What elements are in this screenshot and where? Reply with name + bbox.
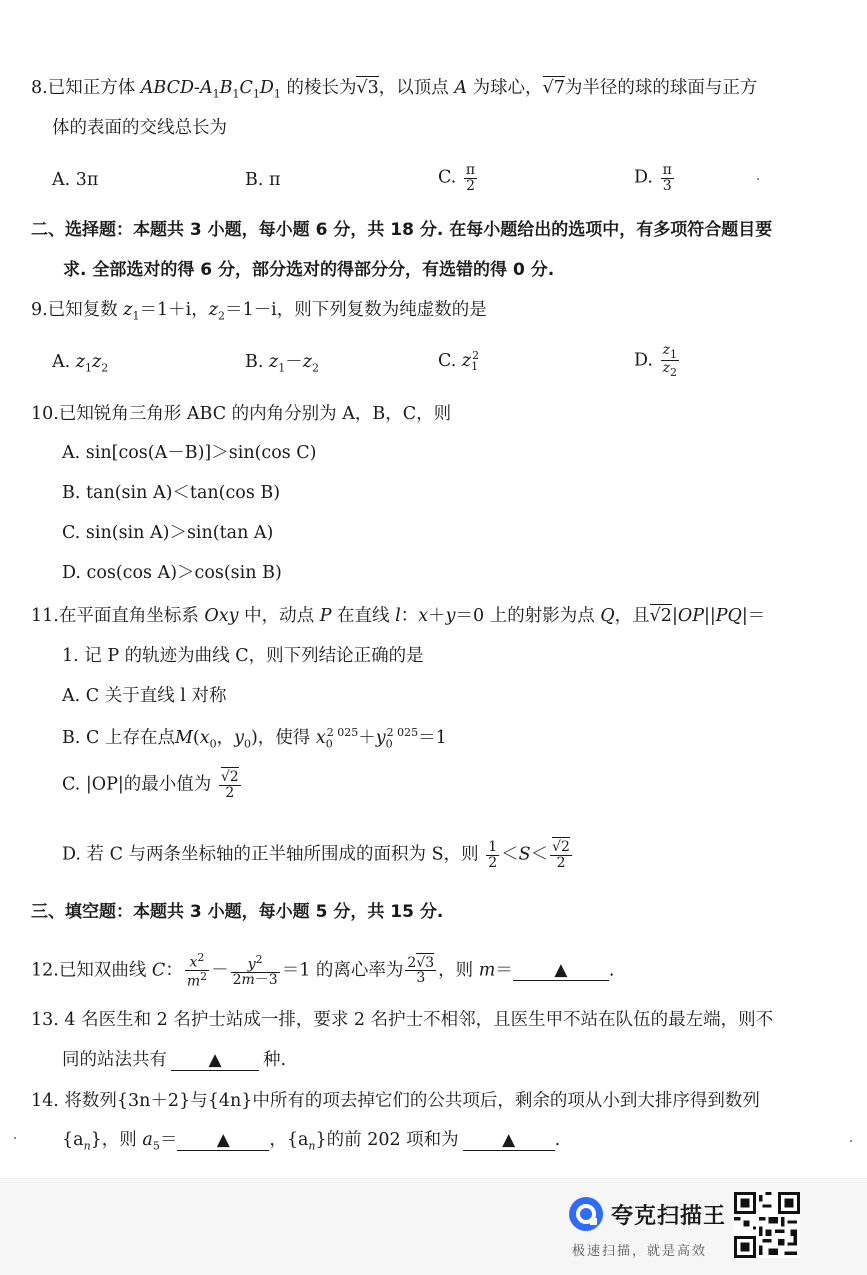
q8-line1: 8.已知正方体 ABCD-$A_1B_1C_1D_1$ 的棱长为√3，以顶点 A 为球心，√7为半径的球的球面与正方 — [31, 78, 758, 101]
triangle-marker-icon: ▲ — [502, 1130, 516, 1150]
q10-option-d: D. cos(cos A)＞cos(sin B) — [62, 563, 282, 583]
q8-option-c — [438, 163, 479, 193]
q8-text-e: 为半径的球的球面与正方 — [564, 78, 758, 98]
qr-code — [734, 1192, 800, 1258]
q12-fraction-x: $\frac{x^2}{m^2}$ — [186, 951, 208, 990]
q9-stem: 9.已知复数 $z_1=1+i$，$z_2=1-i$，则下列复数为纯虚数的是 — [31, 300, 487, 323]
q11-option-a: A. C 关于直线 l 对称 — [62, 686, 227, 706]
q8-option-c-fraction: $\frac{\pi}{2}$ — [465, 162, 476, 194]
q11-option-b-text-a: B. C 上存在点 — [62, 727, 175, 748]
q14-text-a: {a — [62, 1130, 84, 1150]
q8-text-a: 8.已知正方体 — [31, 78, 136, 98]
q11-option-d-fraction-1: $\frac{1}{2}$ — [488, 839, 498, 871]
triangle-marker-icon: ▲ — [554, 960, 568, 981]
scan-speck — [850, 1140, 852, 1142]
brand-name: 夸克扫描王 — [611, 1204, 727, 1229]
q14-text-b: }，则 — [90, 1130, 137, 1150]
q11-text-e: ，且 — [614, 606, 650, 626]
q13-line1: 13. 4 名医生和 2 名护士站成一排，要求 2 名护士不相邻，且医生甲不站在队伍的最左端，则不 — [31, 1010, 774, 1030]
q11-option-c-text: C. |OP|的最小值为 — [62, 774, 212, 795]
scan-speck — [14, 1137, 16, 1139]
q8-text-d: 为球心， — [472, 78, 543, 98]
section2-heading-line1: 二、选择题：本题共 3 小题，每小题 6 分，共 18 分. 在每小题给出的选项中，有多项符合题目要 — [31, 220, 773, 240]
q14-answer-blank-2[interactable] — [463, 1132, 555, 1151]
q11-option-b-text-b: ，使得 — [257, 727, 311, 748]
triangle-marker-icon: ▲ — [208, 1050, 222, 1070]
scan-speck — [757, 178, 759, 180]
q14-line1: 14. 将数列{3n＋2}与{4n}中所有的项去掉它们的公共项后，剩余的项从小到大排序得到数列 — [31, 1091, 760, 1111]
q11-line2: 1. 记 P 的轨迹为曲线 C，则下列结论正确的是 — [62, 646, 424, 666]
q12-fraction-y: $\frac{y^2}{2m-3}$ — [232, 952, 278, 989]
q9-option-b: B. $z_1-z_2$ — [245, 352, 319, 375]
brand-slogan: 极速扫描，就是高效 — [572, 1244, 708, 1259]
q11-option-d-text: D. 若 C 与两条坐标轴的正半轴所围成的面积为 S，则 — [62, 844, 479, 865]
q9-option-d-fraction: $\frac{z_1}{z_2}$ — [662, 342, 677, 380]
q9-option-c-label: C. — [438, 350, 457, 371]
q12-text-end: . — [608, 960, 615, 981]
q8-text-c: ，以顶点 — [378, 78, 449, 98]
q11-text-c: 在直线 — [337, 606, 390, 626]
q9-option-b-label: B. — [245, 352, 264, 372]
q11-option-c — [62, 770, 243, 800]
q8-option-d-label: D. — [634, 167, 653, 188]
q14-line2: $\{a_n\}$，则 $a_5=$ ▲ ，$\{a_n\}$的前 202 项和为 ▲ . — [62, 1130, 561, 1153]
q14-answer-blank-1[interactable] — [177, 1132, 269, 1151]
q11-option-d: D. 若 C 与两条坐标轴的正半轴所围成的面积为 S，则 $\frac{1}{2}$ ＜S＜ $\frac{√2}{2}$ — [62, 839, 570, 871]
q13-text-b: 种. — [263, 1050, 287, 1070]
q11-text-a: 11.在平面直角坐标系 — [31, 606, 199, 626]
q12-text-a: 12.已知双曲线 — [31, 960, 147, 981]
q10-option-b: B. tan(sin A)＜tan(cos B) — [62, 483, 281, 503]
q11-option-c-fraction: $\frac{√2}{2}$ — [220, 769, 239, 801]
q12-fraction-e: $\frac{2√3}{3}$ — [407, 954, 435, 987]
q8-option-d-fraction: $\frac{\pi}{3}$ — [662, 162, 672, 194]
q9-stem-text: 9.已知复数 — [31, 300, 118, 320]
q9-option-a: A. $z_1z_2$ — [52, 352, 109, 375]
q10-option-a: A. sin[cos(A－B)]＞sin(cos C) — [62, 443, 317, 463]
q14-text-c: ，{a — [269, 1130, 309, 1150]
q12-text-c: ，则 — [438, 960, 474, 981]
q10-stem: 10.已知锐角三角形 ABC 的内角分别为 A，B，C，则 — [31, 404, 452, 424]
q12-answer-blank[interactable] — [513, 962, 609, 981]
q13-answer-blank[interactable] — [171, 1052, 259, 1071]
q11-line1: 11.在平面直角坐标系 Oxy 中，动点 P 在直线 l：x＋y＝0 上的射影为点 Q，且√2|OP||PQ|＝ — [31, 606, 766, 626]
q8-option-c-label: C. — [438, 167, 457, 188]
q8-option-d — [634, 163, 676, 193]
q9-option-d-label: D. — [634, 350, 653, 371]
q14-text-end: . — [554, 1130, 561, 1150]
q11-text-b: 中，动点 — [244, 606, 315, 626]
q9-option-a-label: A. — [52, 352, 71, 372]
q11-option-b: B. C 上存在点$M(x_0$，$y_0$)，使得 $x_0^{2 025}+y_0^{2 025}=1$ — [62, 726, 447, 751]
q9-stem-end: ，则下列复数为纯虚数的是 — [276, 300, 487, 320]
q8-text-b: 的棱长为 — [286, 78, 357, 98]
q12-stem: 12.已知双曲线 C： $\frac{x^2}{m^2}$ － $\frac{y^2}{2m-3}$ ＝1 的离心率为 $\frac{2√3}{3}$ ，则 m＝ ▲ . — [31, 951, 615, 990]
q11-text-d: 上的射影为点 — [489, 606, 595, 626]
q8-option-b: B. π — [245, 170, 281, 190]
q8-option-a: A. 3π — [52, 170, 99, 190]
q14-text-d: }的前 202 项和为 — [315, 1130, 459, 1150]
triangle-marker-icon: ▲ — [216, 1130, 230, 1150]
q9-option-d — [634, 343, 681, 379]
q12-text-b: 的离心率为 — [315, 960, 404, 981]
section3-heading: 三、填空题：本题共 3 小题，每小题 5 分，共 15 分. — [31, 902, 444, 922]
q13-text-a: 同的站法共有 — [62, 1050, 167, 1070]
q9-option-c: C. $z_1^2$ — [438, 349, 480, 374]
quark-logo-icon — [568, 1196, 604, 1232]
q10-option-c: C. sin(sin A)＞sin(tan A) — [62, 523, 274, 543]
q8-line2: 体的表面的交线总长为 — [52, 118, 227, 138]
q11-option-d-fraction-2: $\frac{√2}{2}$ — [552, 839, 570, 871]
q13-line2 — [62, 1052, 286, 1071]
section2-heading-line2: 求. 全部选对的得 6 分，部分选对的得部分分，有选错的得 0 分. — [63, 260, 555, 280]
